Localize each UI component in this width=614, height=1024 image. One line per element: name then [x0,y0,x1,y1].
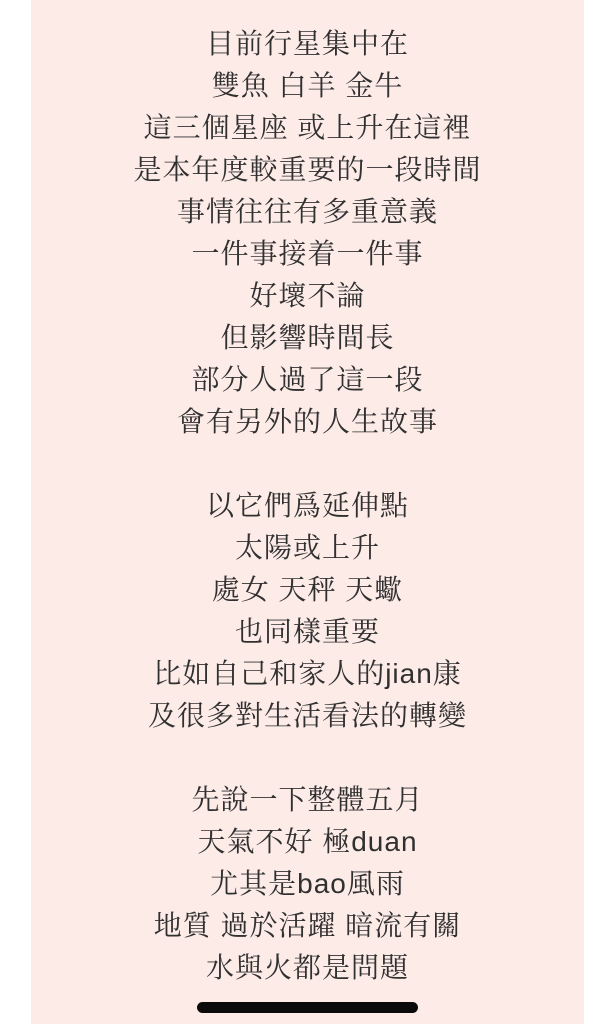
text-line: 目前行星集中在 [205,28,409,59]
text-line: 處女 天秤 天蠍 [211,574,404,605]
text-line: 太陽或上升 [234,532,380,563]
text-line: 好壞不論 [249,280,366,311]
text-line: 這三個星座 或上升在這裡 [143,112,472,143]
text-line: 會有另外的人生故事 [176,406,438,437]
text-line: 及很多對生活看法的轉變 [147,700,467,731]
text-line: 也同樣重要 [234,616,380,647]
text-line: 以它們爲延伸點 [205,490,409,521]
post-text-column [31,0,584,1013]
paragraph-extension-signs [31,485,584,737]
text-line: 天氣不好 極duan [197,826,418,857]
post-image-panel [31,0,584,1024]
text-line: 是本年度較重要的一段時間 [133,154,482,185]
paragraph-planets [31,23,584,443]
text-line: 事情往往有多重意義 [176,196,438,227]
text-line: 但影響時間長 [220,322,395,353]
text-line: 先說一下整體五月 [191,784,424,815]
text-line: 雙魚 白羊 金牛 [211,70,404,101]
paragraph-may-overview [31,779,584,989]
text-line: 部分人過了這一段 [191,364,424,395]
text-line: 比如自己和家人的jian康 [153,658,462,689]
divider-bar [197,1002,418,1013]
text-line: 地質 過於活躍 暗流有關 [153,910,462,941]
text-line: 尤其是bao風雨 [210,868,405,899]
text-line: 一件事接着一件事 [191,238,424,269]
text-line: 水與火都是問題 [205,952,409,983]
